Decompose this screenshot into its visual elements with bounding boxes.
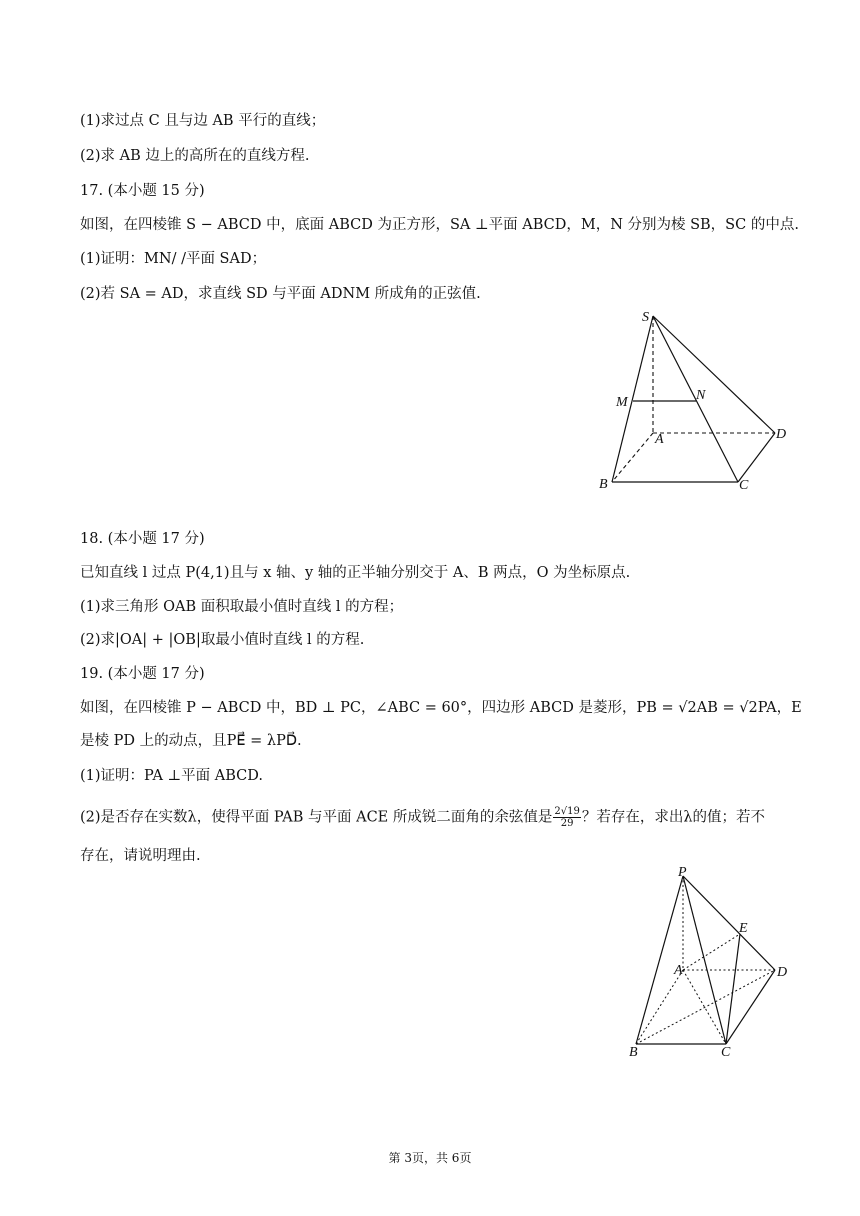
segment-ae-hidden [683,934,740,970]
label-s: S [642,310,649,325]
q19-part2-text-b: ？若存在，求出λ的值；若不 [581,809,766,826]
figure-pyramid-p-abcd [620,862,800,1062]
edge-pd [683,876,775,970]
q18-part1: (1)求三角形 OAB 面积取最小值时直线 l 的方程； [80,599,404,615]
label-e: E [739,921,748,936]
q19-part1: (1)证明：PA ⊥平面 ABCD. [80,768,263,784]
edge-cd [726,970,775,1044]
q19-part2-text-a: (2)是否存在实数λ，使得平面 PAB 与平面 ACE 所成锐二面角的余弦值是 [80,809,553,826]
q17-part1: (1)证明：MN/ /平面 SAD； [80,251,267,267]
edge-pc [683,876,726,1044]
fraction-denominator: 29 [560,818,574,829]
label-a: A [674,963,683,978]
label-a: A [655,432,664,447]
label-p: P [678,865,687,880]
label-m: M [616,395,628,410]
q19-stem-line1: 如图，在四棱锥 P − ABCD 中，BD ⊥ PC，∠ABC = 60°，四边形 ABCD 是菱形，PB = √2AB = √2PA，E [80,700,802,716]
label-c: C [721,1045,731,1060]
label-d: D [777,965,788,980]
q16-part2: (2)求 AB 边上的高所在的直线方程. [80,148,310,164]
segment-ec [726,934,740,1044]
fraction-cosine [553,806,580,829]
q19-part2 [80,806,765,829]
q16-part1: (1)求过点 C 且与边 AB 平行的直线； [80,113,326,129]
edge-pb [636,876,683,1044]
q17-stem: 如图，在四棱锥 S − ABCD 中，底面 ABCD 为正方形，SA ⊥平面 ABCD，M，N 分别为棱 SB，SC 的中点. [80,217,799,233]
fraction-numerator: 2√19 [554,806,580,817]
diagonal-bd-hidden [636,970,775,1044]
q19-part2-continued: 存在，请说明理由. [80,848,201,864]
edge-cd [738,433,775,482]
q18-part2: (2)求|OA| + |OB|取最小值时直线 l 的方程. [80,632,365,648]
q17-heading: 17. (本小题 15 分) [80,183,205,199]
edge-ab-hidden [636,970,683,1044]
label-b: B [599,477,608,492]
figure-pyramid-s-abcd [595,300,800,500]
page-footer: 第 3页，共 6页 [388,1151,472,1165]
label-b: B [629,1045,638,1060]
q18-stem: 已知直线 l 过点 P(4,1)且与 x 轴、y 轴的正半轴分别交于 A、B 两点，O 为坐标原点. [80,565,631,581]
label-n: N [696,388,706,403]
edge-sd [653,316,775,433]
q18-heading: 18. (本小题 17 分) [80,531,205,547]
q17-part2: (2)若 SA = AD，求直线 SD 与平面 ADNM 所成角的正弦值. [80,286,481,302]
label-c: C [739,478,749,493]
q19-stem-line2: 是棱 PD 上的动点，且PE⃗ = λPD⃗. [80,733,302,749]
label-d: D [776,427,787,442]
q19-heading: 19. (本小题 17 分) [80,666,205,682]
